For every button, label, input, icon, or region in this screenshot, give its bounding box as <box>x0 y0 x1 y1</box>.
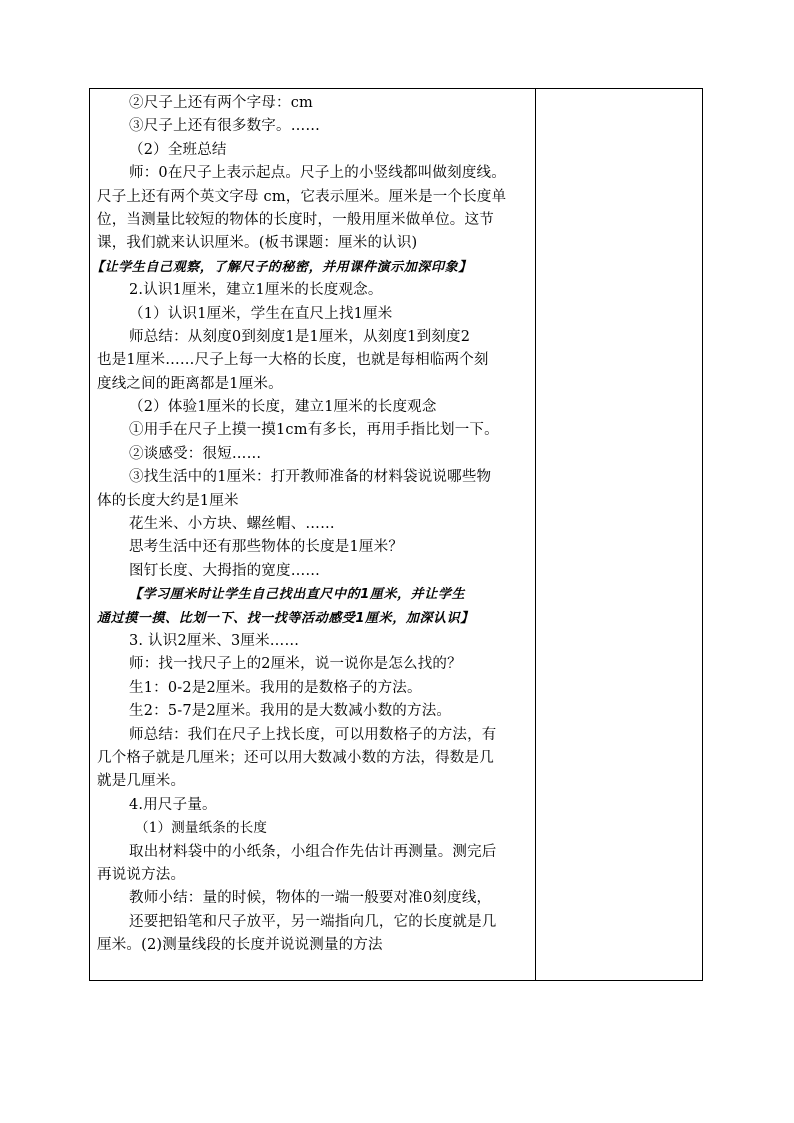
text-line: 体的长度大约是1厘米 <box>97 492 239 509</box>
text-line: 生2：5-7是2厘米。我用的是大数减小数的方法。 <box>129 703 452 720</box>
text-line: 师总结：从刻度0到刻度1是1厘米，从刻度1到刻度2 <box>129 328 471 345</box>
text-line: 师：找一找尺子上的2厘米，说一说你是怎么找的？ <box>129 656 462 673</box>
text-line: 度线之间的距离都是1厘米。 <box>97 375 283 392</box>
text-line: 师：0在尺子上表示起点。尺子上的小竖线都叫做刻度线。 <box>129 165 506 182</box>
text-line: 再说说方法。 <box>97 866 186 883</box>
text-line: 几个格子就是几厘米；还可以用大数减小数的方法，得数是几 <box>97 749 494 766</box>
teaching-note: 【学习厘米时让学生自己找出直尺中的1厘米，并让学生 <box>129 587 466 603</box>
text-line: 3. 认识2厘米、3厘米…… <box>129 632 300 649</box>
text-line: ②谈感受：很短…… <box>129 445 262 462</box>
text-line: ①用手在尺子上摸一摸1cm有多长，再用手指比划一下。 <box>129 422 499 439</box>
text-line: 师总结：我们在尺子上找长度，可以用数格子的方法，有 <box>129 726 497 743</box>
text-line: 4.用尺子量。 <box>129 796 217 813</box>
text-line: （1）认识1厘米，学生在直尺上找1厘米 <box>129 305 393 322</box>
text-line: 厘米。(2)测量线段的长度并说说测量的方法 <box>97 937 383 954</box>
text-line: ③尺子上还有很多数字。…… <box>129 118 321 135</box>
text-line: 生1：0-2是2厘米。我用的是数格子的方法。 <box>129 679 422 696</box>
text-line: 思考生活中还有那些物体的长度是1厘米？ <box>129 539 404 556</box>
text-line: 花生米、小方块、螺丝帽、…… <box>129 516 335 533</box>
text-line: 位，当测量比较短的物体的长度时，一般用厘米做单位。这节 <box>97 211 494 228</box>
text-line: 还要把铅笔和尺子放平，另一端指向几，它的长度就是几 <box>129 913 497 930</box>
text-line: （1）测量纸条的长度 <box>135 820 268 837</box>
text-line: （2）体验1厘米的长度，建立1厘米的长度观念 <box>129 399 437 416</box>
column-divider <box>535 88 536 981</box>
text-line: ③找生活中的1厘米：打开教师准备的材料袋说说哪些物 <box>129 469 492 486</box>
text-line: 也是1厘米……尺子上每一大格的长度，也就是每相临两个刻 <box>97 352 489 369</box>
text-line: 课，我们就来认识厘米。(板书课题：厘米的认识) <box>97 235 418 252</box>
text-line: 图钉长度、大拇指的宽度…… <box>129 562 321 579</box>
text-line: ②尺子上还有两个字母：cm <box>129 95 313 111</box>
teaching-note: 【让学生自己观察，了解尺子的秘密，并用课件演示加深印象】 <box>91 259 472 275</box>
text-line: 就是几厘米。 <box>97 773 186 790</box>
text-line: 教师小结：量的时候，物体的一端一般要对准0刻度线， <box>129 890 492 907</box>
text-line: 2.认识1厘米，建立1厘米的长度观念。 <box>129 282 383 299</box>
text-line: 取出材料袋中的小纸条，小组合作先估计再测量。测完后 <box>129 843 497 860</box>
text-line: （2）全班总结 <box>129 141 227 158</box>
text-line: 尺子上还有两个英文字母 cm，它表示厘米。厘米是一个长度单 <box>97 188 507 205</box>
teaching-note: 通过摸一摸、比划一下、找一找等活动感受1厘米，加深认识】 <box>97 610 474 626</box>
lesson-content-cell <box>91 92 529 957</box>
